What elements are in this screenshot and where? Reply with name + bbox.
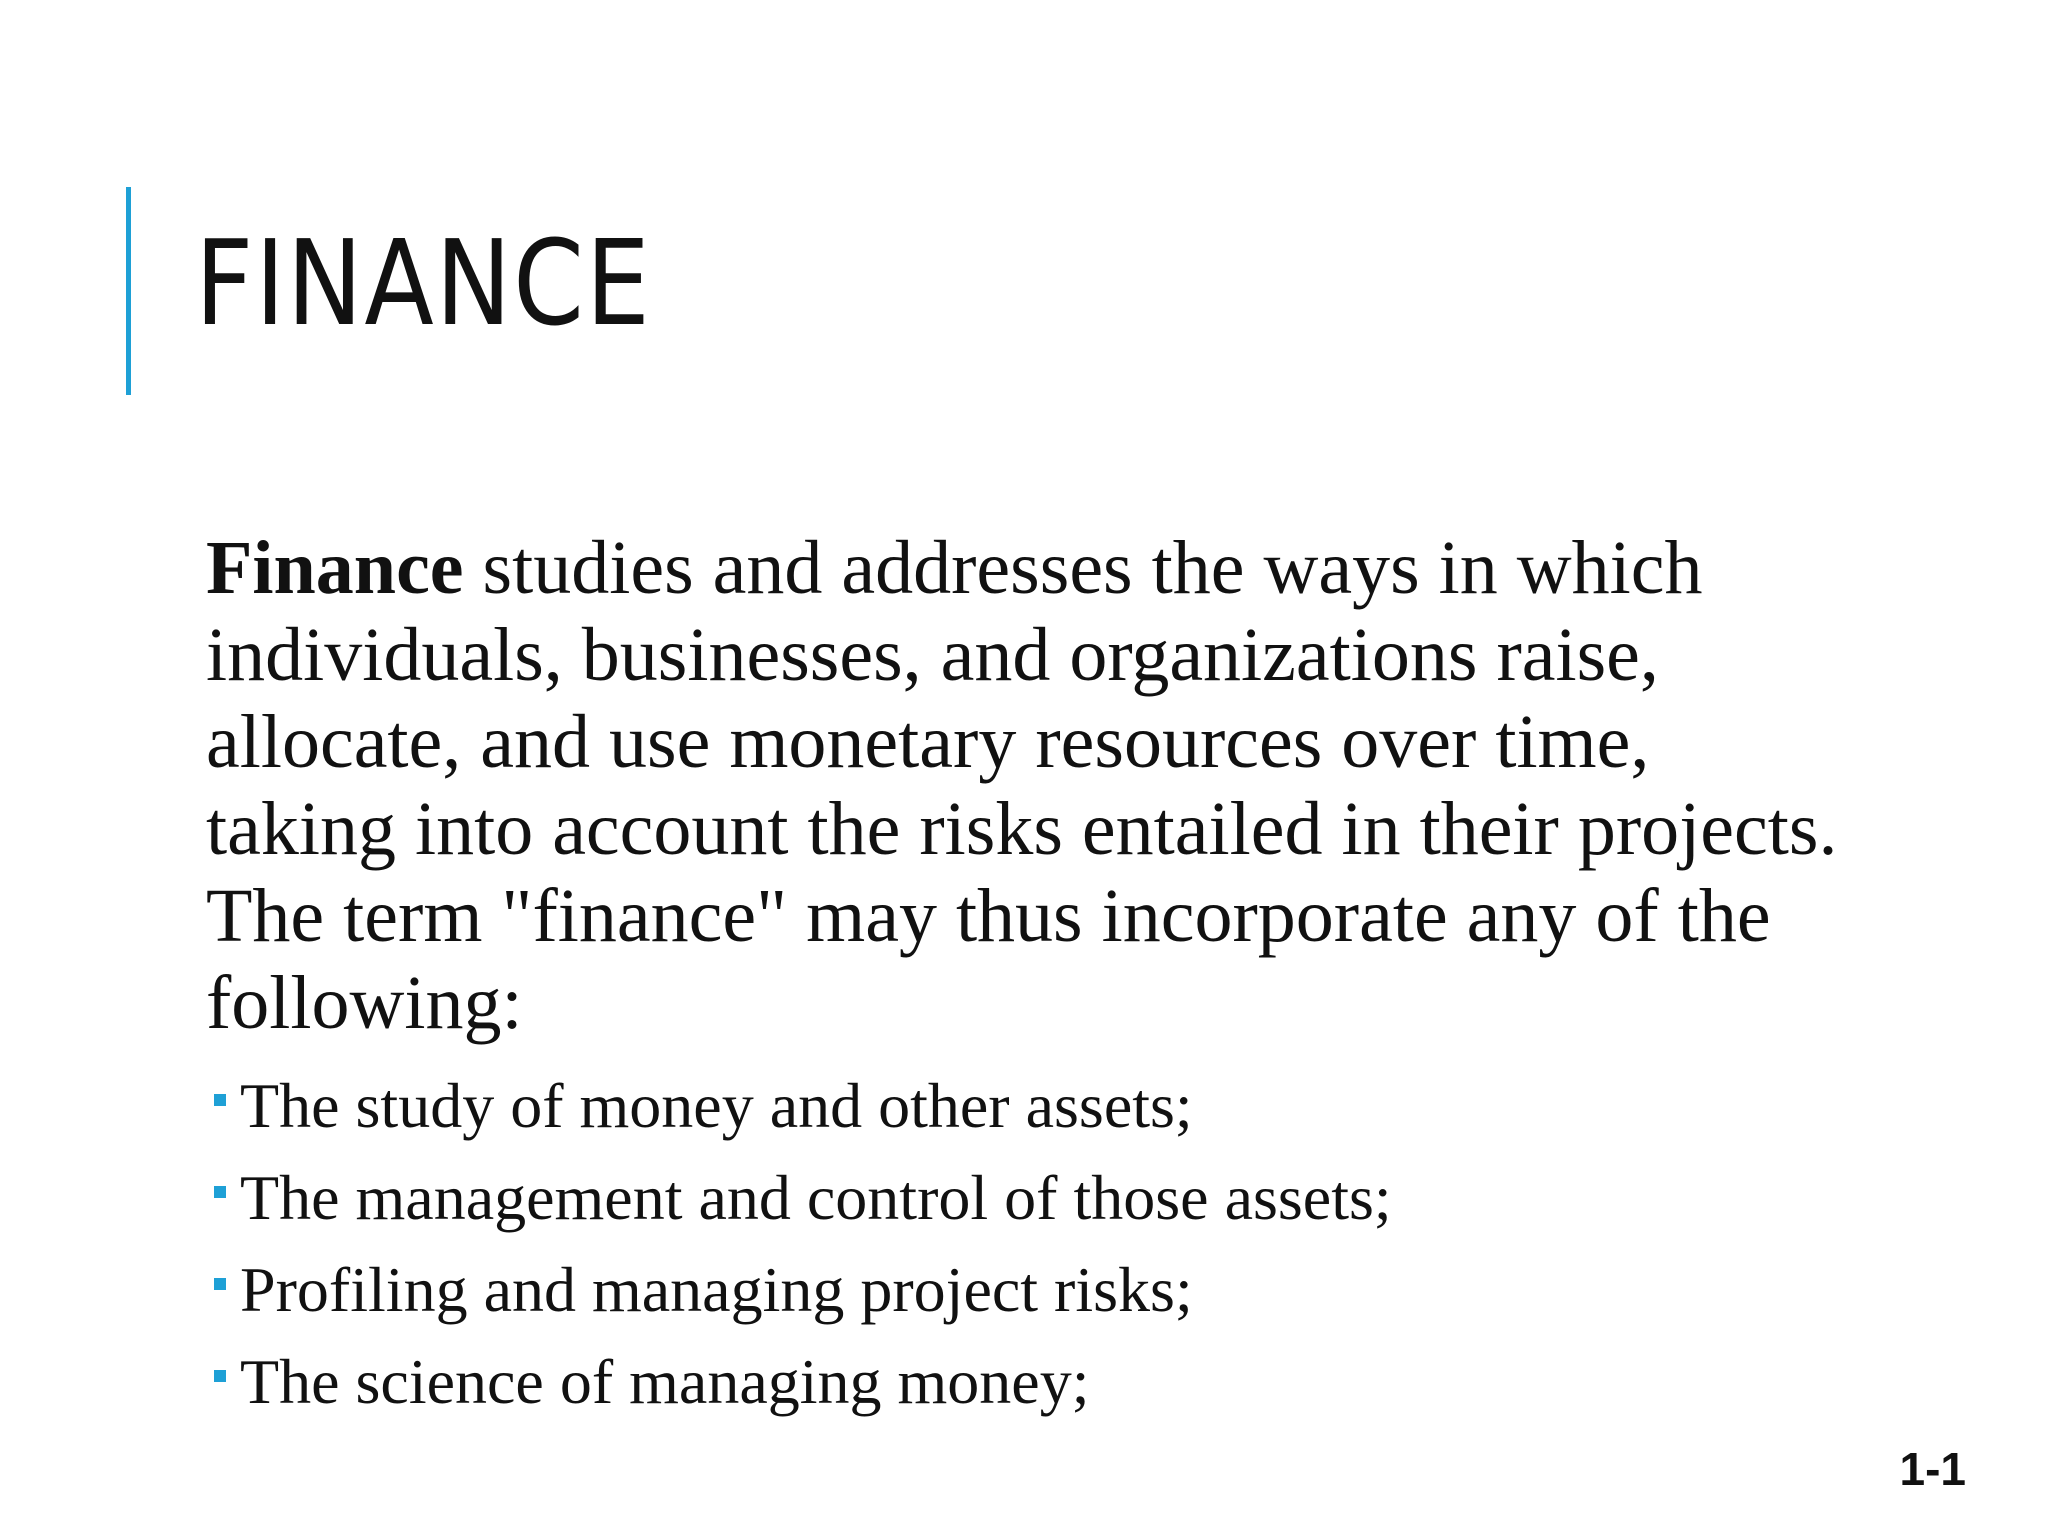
square-bullet-icon — [214, 1278, 226, 1290]
bullet-text: The study of money and other assets; — [240, 1070, 1193, 1141]
bullet-list — [214, 1060, 1392, 1428]
title-accent-bar — [126, 187, 131, 395]
square-bullet-icon — [214, 1370, 226, 1382]
square-bullet-icon — [214, 1094, 226, 1106]
list-item — [214, 1244, 1392, 1336]
bullet-text: Profiling and managing project risks; — [240, 1254, 1193, 1325]
bullet-text: The science of managing money; — [240, 1346, 1090, 1417]
body-term: Finance — [206, 526, 464, 610]
list-item — [214, 1152, 1392, 1244]
slide-title: FINANCE — [195, 214, 652, 352]
list-item — [214, 1336, 1392, 1428]
square-bullet-icon — [214, 1186, 226, 1198]
bullet-text: The management and control of those assets; — [240, 1162, 1392, 1233]
body-paragraph — [206, 525, 1846, 1047]
body-text: studies and addresses the ways in which individuals, businesses, and organizations raise, allocate, and use monetary resources over time, taking into account the risks entailed in their projects. The term "finance" may thus incorporate any of the following: — [206, 526, 1838, 1045]
list-item — [214, 1060, 1392, 1152]
slide-number: 1-1 — [1899, 1443, 1966, 1495]
